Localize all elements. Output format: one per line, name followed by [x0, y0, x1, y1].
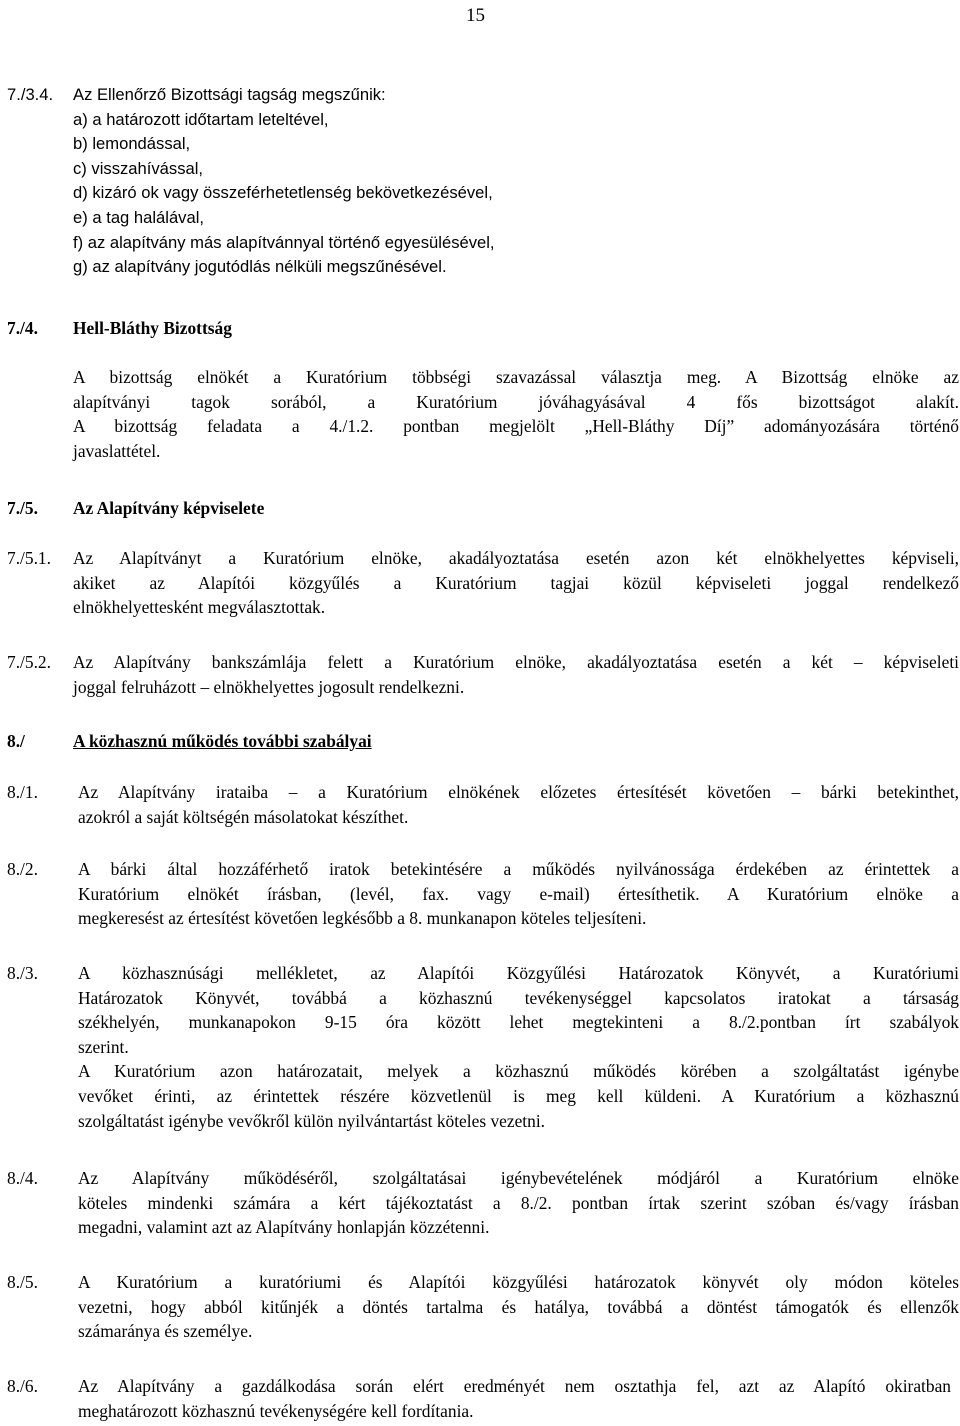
section-title: Hell-Bláthy Bizottság	[73, 318, 232, 338]
text-line: Határozatok Könyvét, továbbá a közhasznú tevékenységgel kapcsolatos iratokat a társaság	[78, 987, 959, 1008]
section-number: 7./3.4.	[7, 85, 54, 104]
section-number: 7./5.	[7, 498, 38, 518]
section-number: 8./4.	[7, 1168, 38, 1188]
text-line: székhelyén, munkanapokon 9-15 óra között lehet megtekinteni a 8./2.pontban írt szabályok	[78, 1012, 959, 1033]
text-line: A Kuratórium a kuratóriumi és Alapítói közgyűlési határozatok könyvét oly módon köteles	[78, 1272, 959, 1292]
section-body	[73, 365, 959, 463]
text-line: megkeresést az értesítést követően legkésőbb a 8. munkanapon köteles teljesíteni.	[78, 908, 647, 929]
list-item: g) az alapítvány jogutódlás nélküli megszűnésével.	[73, 257, 447, 277]
text-line: szolgáltatást igénybe vevőkről külön nyilvántartást köteles vezetni.	[78, 1110, 545, 1131]
text-line: megadni, valamint azt az Alapítvány honlapján közzétenni.	[78, 1217, 490, 1238]
text-line: A bárki által hozzáférhető iratok betekintésére a működés nyilvánossága érdekében az érintettek a	[78, 859, 959, 879]
text-line: Az Alapítvány a gazdálkodása során elért eredményét nem osztathja fel, azt az Alapító okiratban	[78, 1376, 951, 1396]
section-number: 8./1.	[7, 782, 38, 802]
section-body	[78, 1270, 959, 1344]
section-body	[78, 1166, 959, 1240]
text-line: javaslattétel.	[73, 440, 161, 461]
section-number: 7./5.1.	[7, 548, 51, 568]
text-line: azokról a saját költségén másolatokat készíthet.	[78, 806, 409, 827]
list-item: a) a határozott időtartam leteltével,	[73, 109, 329, 129]
list-item: b) lemondással,	[73, 134, 191, 154]
text-line: Az Alapítvány irataiba – a Kuratórium elnökének előzetes értesítését követően – bárki betekinthet,	[78, 782, 959, 802]
section-body	[73, 546, 959, 620]
text-line: Az Ellenőrző Bizottsági tagság megszűnik:	[73, 85, 386, 104]
section-number: 7./5.2.	[7, 652, 51, 672]
text-line: joggal felruházott – elnökhelyettes jogosult rendelkezni.	[73, 676, 465, 697]
section-body	[78, 1374, 951, 1423]
page-number: 15	[466, 5, 485, 26]
section-title: Az Alapítvány képviselete	[73, 498, 265, 518]
text-line: Az Alapítvány bankszámlája felett a Kuratórium elnöke, akadályoztatása esetén a két – képviseleti	[73, 652, 959, 672]
section-body	[73, 650, 959, 699]
text-line: meghatározott közhasznú tevékenységére kell fordítania.	[78, 1400, 474, 1421]
text-line: A Kuratórium azon határozatait, melyek a közhasznú működés körében a szolgáltatást igénybe	[78, 1061, 959, 1082]
list-item: c) visszahívással,	[73, 158, 204, 178]
text-line: Kuratórium elnökét írásban, (levél, fax. vagy e-mail) értesíthetik. A Kuratórium elnöke a	[78, 883, 959, 904]
section-body	[78, 961, 959, 1133]
text-line: Az Alapítványt a Kuratórium elnöke, akadályoztatása esetén azon két elnökhelyettes képviseli,	[73, 548, 959, 568]
text-line: alapítványi tagok sorából, a Kuratórium jóváhagyásával 4 fős bizottságot alakít.	[73, 391, 959, 412]
text-line: akiket az Alapítói közgyűlés a Kuratórium tagjai közül képviseleti joggal rendelkező	[73, 572, 959, 593]
text-line: köteles mindenki számára a kért tájékoztatást a 8./2. pontban írtak szerint szóban és/vagy írásban	[78, 1192, 959, 1213]
section-number: 8./3.	[7, 963, 38, 983]
text-line: vevőket érinti, az érintettek részére közvetlenül is meg kell küldeni. A Kuratórium a közhasznú	[78, 1085, 959, 1106]
section-number: 8./2.	[7, 859, 38, 879]
section-number: 8./5.	[7, 1272, 38, 1292]
section-body	[78, 857, 959, 931]
section-body	[78, 780, 959, 829]
section-number: 8./	[7, 731, 25, 751]
section-number: 7./4.	[7, 318, 38, 338]
list-item: f) az alapítvány más alapítvánnyal történő egyesülésével,	[73, 232, 495, 252]
text-line: vezetni, hogy abból kitűnjék a döntés tartalma és hatálya, továbbá a döntést támogatók és ellenzők	[78, 1296, 959, 1317]
text-line: számaránya és személye.	[78, 1321, 253, 1342]
text-line: A bizottság feladata a 4./1.2. pontban megjelölt „Hell-Bláthy Díj” adományozására történő	[73, 416, 959, 437]
text-line: elnökhelyettesként megválasztottak.	[73, 597, 326, 618]
text-line: A közhasznúsági mellékletet, az Alapítói Közgyűlési Határozatok Könyvét, a Kuratóriumi	[78, 963, 959, 983]
section-number: 8./6.	[7, 1376, 38, 1396]
section-body	[73, 83, 959, 280]
list-item: d) kizáró ok vagy összeférhetetlenség bekövetkezésével,	[73, 183, 493, 203]
text-line: Az Alapítvány működéséről, szolgáltatásai igénybevételének módjáról a Kuratórium elnöke	[78, 1168, 959, 1188]
text-line: szerint.	[78, 1036, 129, 1057]
section-title: A közhasznú működés további szabályai	[73, 731, 372, 751]
list-item: e) a tag halálával,	[73, 207, 204, 227]
text-line: A bizottság elnökét a Kuratórium többségi szavazással választja meg. A Bizottság elnöke az	[73, 367, 959, 387]
